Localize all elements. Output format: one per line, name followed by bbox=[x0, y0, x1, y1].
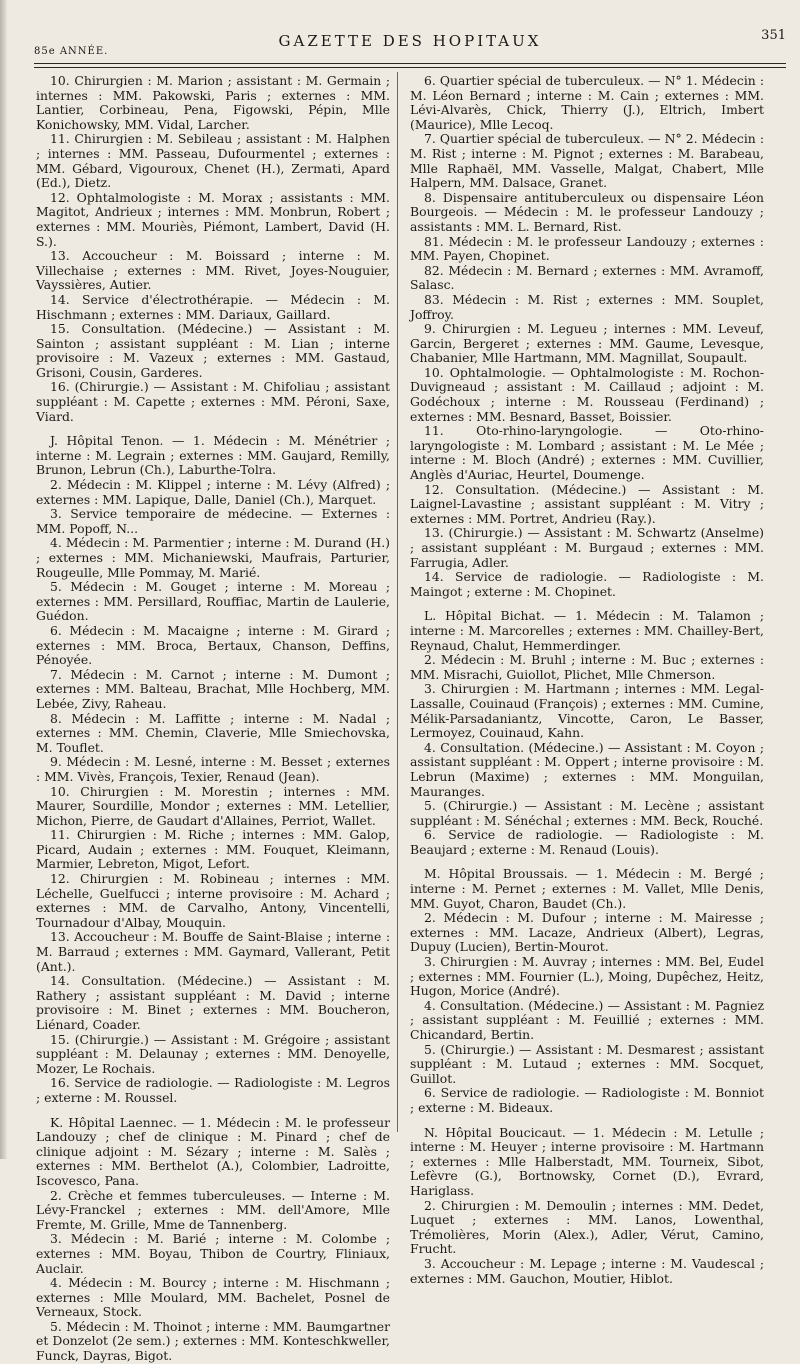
entry: 3. Accoucheur : M. Lepage ; interne : M. Vaudescal ; externes : MM. Gauchon, Moutier, Hiblot. bbox=[410, 1255, 764, 1286]
entry: 11. Oto-rhino-laryngologie. — Oto-rhino-laryngologiste : M. Lombard ; assistant : M. Le Mée ; interne : M. Bloch (André) ; externes : MM. Cuvillier, Anglès d'Auriac, Heurtel, Doumenge. bbox=[410, 423, 764, 483]
volume-label: 85e ANNÉE. bbox=[34, 46, 109, 57]
page-header bbox=[34, 22, 786, 64]
entry: 11. Chirurgien : M. Riche ; internes : MM. Galop, Picard, Audain ; externes : MM. Fouquet, Kleimann, Marmier, Lebreton, Migot, Lefort. bbox=[36, 827, 390, 872]
entry: 13. Accoucheur : M. Bouffe de Saint-Blaise ; interne : M. Barraud ; externes : MM. Gaymard, Vallerant, Petit (Ant.). bbox=[36, 929, 390, 974]
entry: 16. Service de radiologie. — Radiologiste : M. Legros ; externe : M. Roussel. bbox=[36, 1075, 390, 1105]
entry: 9. Médecin : M. Lesné, interne : M. Besset ; externes : MM. Vivès, François, Texier, Renaud (Jean). bbox=[36, 754, 390, 784]
entry: 83. Médecin : M. Rist ; externes : MM. Souplet, Joffroy. bbox=[410, 291, 764, 322]
section-heading-entry: K. Hôpital Laennec. — 1. Médecin : M. le professeur Landouzy ; chef de clinique : M. Pinard ; chef de clinique adjoint : M. Sézary ; interne : M. Salès ; externes : MM. Berthelot (A.), Colombier, Ladroitte, Iscovesco, Pana. bbox=[36, 1114, 390, 1188]
entry: 2. Médecin : M. Bruhl ; interne : M. Buc ; externes : MM. Misrachi, Guiollot, Plichet, Mlle Chmerson. bbox=[410, 652, 764, 682]
entry: 16. (Chirurgie.) — Assistant : M. Chifoliau ; assistant suppléant : M. Capette ; externes : MM. Péroni, Saxe, Viard. bbox=[36, 379, 390, 424]
entry: 2. Médecin : M. Dufour ; interne : M. Mairesse ; externes : MM. Lacaze, Andrieux (Albert), Legras, Dupuy (Lucien), Bertin-Mourot. bbox=[410, 910, 764, 955]
section-heading-entry: J. Hôpital Tenon. — 1. Médecin : M. Ménétrier ; interne : M. Legrain ; externes : MM. Gaujard, Remilly, Brunon, Lebrun (Ch.), Laburthe-Tolra. bbox=[36, 433, 390, 478]
entry: 6. Quartier spécial de tuberculeux. — N° 1. Médecin : M. Léon Bernard ; interne : M. Cain ; externes : MM. Lévi-Alvarès, Chick, Thierry (J.), Eltrich, Imbert (Maurice), Mlle Lecoq. bbox=[410, 73, 764, 132]
entry: 12. Consultation. (Médecine.) — Assistant : M. Laignel-Lavastine ; assistant suppléant : M. Vitry ; externes : MM. Portret, Andrieu (Ray.). bbox=[410, 481, 764, 526]
entry: 12. Ophtalmologiste : M. Morax ; assistants : MM. Magitot, Andrieux ; internes : MM. Monbrun, Robert ; externes : MM. Mouriès, Piémont, Lambert, David (H. S.). bbox=[36, 189, 390, 249]
entry: 2. Chirurgien : M. Demoulin ; internes : MM. Dedet, Luquet ; externes : MM. Lanos, Lowenthal, Trémolières, Morin (Alex.), Adler, Vérut, Camino, Frucht. bbox=[410, 1197, 764, 1257]
entry: 3. Chirurgien : M. Auvray ; internes : MM. Bel, Eudel ; externes : MM. Fournier (L.), Moing, Dupêchez, Heitz, Hugon, Morice (André). bbox=[410, 954, 764, 999]
entry: 8. Dispensaire antituberculeux ou dispensaire Léon Bourgeois. — Médecin : M. le professeur Landouzy ; assistants : MM. L. Bernard, Rist. bbox=[410, 189, 764, 234]
entry: 5. Médecin : M. Thoinot ; interne : MM. Baumgartner et Donzelot (2e sem.) ; externes : MM. Konteschkweller, Funck, Dayras, Bigot. bbox=[36, 1318, 390, 1364]
right-column bbox=[410, 74, 764, 1286]
entry: 4. Consultation. (Médecine.) — Assistant : M. Coyon ; assistant suppléant : M. Oppert ; interne provisoire : M. Lebrun (Maxime) ; externes : MM. Monguilan, Mauranges. bbox=[410, 739, 764, 799]
entry: 14. Service de radiologie. — Radiologiste : M. Maingot ; externe : M. Chopinet. bbox=[410, 569, 764, 599]
page-number: 351 bbox=[761, 28, 786, 43]
entry: 3. Chirurgien : M. Hartmann ; internes : MM. Legal-Lassalle, Couinaud (François) ; externes : MM. Cumine, Mélik-Parsadaniantz, Vincotte, Caron, Le Basser, Lermoyez, Couinaud, Kahn. bbox=[410, 681, 764, 741]
entry: 7. Médecin : M. Carnot ; interne : M. Dumont ; externes : MM. Balteau, Brachat, Mlle Hochberg, MM. Lebée, Zivy, Raheau. bbox=[36, 666, 390, 711]
entry: 10. Ophtalmologie. — Ophtalmologiste : M. Rochon-Duvigneaud ; assistant : M. Caillaud ; adjoint : M. Godéchoux ; interne : M. Rousseau (Ferdinand) ; externes : MM. Besnard, Basset, Boissier. bbox=[410, 364, 764, 424]
entry: 6. Service de radiologie. — Radiologiste : M. Beaujard ; externe : M. Renaud (Louis). bbox=[410, 827, 764, 857]
entry: 3. Service temporaire de médecine. — Externes : MM. Popoff, N... bbox=[36, 506, 390, 536]
entry: 9. Chirurgien : M. Legueu ; internes : MM. Leveuf, Garcin, Bergeret ; externes : MM. Gaume, Levesque, Chabanier, Mlle Hartmann, MM. Magnillat, Soupault. bbox=[410, 321, 764, 366]
entry: 14. Consultation. (Médecine.) — Assistant : M. Rathery ; assistant suppléant : M. David ; interne provisoire : M. Binet ; externes : MM. Boucheron, Liénard, Coader. bbox=[36, 973, 390, 1032]
entry: 12. Chirurgien : M. Robineau ; internes : MM. Léchelle, Guelfucci ; interne provisoire : M. Achard ; externes : MM. de Carvalho, Antony, Vincentelli, Tournadour d'Albay, Mouquin. bbox=[36, 871, 390, 930]
entry: 13. Accoucheur : M. Boissard ; interne : M. Villechaise ; externes : MM. Rivet, Joyes-Nouguier, Vayssières, Autier. bbox=[36, 248, 390, 293]
entry: 10. Chirurgien : M. Marion ; assistant : M. Germain ; internes : MM. Pakowski, Paris ; externes : MM. Lantier, Corbineau, Pena, Figowski, Pépin, Mlle Konichowsky, MM. Vidal, Larcher. bbox=[36, 73, 390, 132]
left-column bbox=[36, 74, 390, 1364]
journal-title: GAZETTE DES HOPITAUX bbox=[278, 32, 542, 50]
page-binding-edge bbox=[0, 0, 7, 1159]
entry: 15. Consultation. (Médecine.) — Assistant : M. Sainton ; assistant suppléant : M. Lian ; interne provisoire : M. Vazeux ; externes : MM. Gastaud, Grisoni, Cousin, Garderes. bbox=[36, 321, 390, 380]
entry: 2. Médecin : M. Klippel ; interne : M. Lévy (Alfred) ; externes : MM. Lapique, Dalle, Daniel (Ch.), Marquet. bbox=[36, 477, 390, 507]
entry: 81. Médecin : M. le professeur Landouzy ; externes : MM. Payen, Chopinet. bbox=[410, 233, 764, 264]
column-divider bbox=[397, 72, 398, 1132]
entry: 10. Chirurgien : M. Morestin ; internes : MM. Maurer, Sourdille, Mondor ; externes : MM. Letellier, Michon, Pierre, de Gaudart d'Allaines, Perriot, Wallet. bbox=[36, 783, 390, 828]
entry: 15. (Chirurgie.) — Assistant : M. Grégoire ; assistant suppléant : M. Delaunay ; externes : MM. Denoyelle, Mozer, Le Rochais. bbox=[36, 1031, 390, 1076]
entry: 14. Service d'électrothérapie. — Médecin : M. Hischmann ; externes : MM. Dariaux, Gaillard. bbox=[36, 291, 390, 322]
entry: 11. Chirurgien : M. Sebileau ; assistant : M. Halphen ; internes : MM. Passeau, Dufourmentel ; externes : MM. Gébard, Vigouroux, Chenet (H.), Zermati, Apard (Ed.), Dietz. bbox=[36, 131, 390, 191]
section-heading-entry: N. Hôpital Boucicaut. — 1. Médecin : M. Letulle ; interne : M. Heuyer ; interne provisoire : M. Hartmann ; externes : Mlle Halberstadt, MM. Tourneix, Sibot, Lefèvre (G.), Bortnowsky, Cornet (D.), Evrard, Hariglass. bbox=[410, 1124, 764, 1198]
entry: 4. Médecin : M. Parmentier ; interne : M. Durand (H.) ; externes : MM. Michaniewski, Maufrais, Parturier, Rougeulle, Mlle Pommay, M. Marié. bbox=[36, 535, 390, 580]
entry: 4. Médecin : M. Bourcy ; interne : M. Hischmann ; externes : Mlle Moulard, MM. Bachelet, Posnel de Verneaux, Stock. bbox=[36, 1275, 390, 1320]
entry: 82. Médecin : M. Bernard ; externes : MM. Avramoff, Salasc. bbox=[410, 262, 764, 293]
entry: 5. (Chirurgie.) — Assistant : M. Lecène ; assistant suppléant : M. Sénéchal ; externes : MM. Beck, Rouché. bbox=[410, 798, 764, 828]
entry: 4. Consultation. (Médecine.) — Assistant : M. Pagniez ; assistant suppléant : M. Feuillié ; externes : MM. Chicandard, Bertin. bbox=[410, 997, 764, 1042]
entry: 6. Médecin : M. Macaigne ; interne : M. Girard ; externes : MM. Broca, Bertaux, Chanson, Deffins, Pénoyée. bbox=[36, 622, 390, 668]
entry: 6. Service de radiologie. — Radiologiste : M. Bonniot ; externe : M. Bideaux. bbox=[410, 1085, 764, 1115]
entry: 7. Quartier spécial de tuberculeux. — N° 2. Médecin : M. Rist ; interne : M. Pignot ; externes : M. Barabeau, Mlle Raphaël, MM. Vasselle, Malgat, Chabert, Mlle Halpern, MM. Dalsace, Granet. bbox=[410, 131, 764, 191]
entry: 5. Médecin : M. Gouget ; interne : M. Moreau ; externes : MM. Persillard, Rouffiac, Martin de Laulerie, Guédon. bbox=[36, 579, 390, 624]
entry: 5. (Chirurgie.) — Assistant : M. Desmarest ; assistant suppléant : M. Lutaud ; externes : MM. Socquet, Guillot. bbox=[410, 1041, 764, 1086]
header-rule bbox=[34, 63, 786, 64]
section-heading-entry: M. Hôpital Broussais. — 1. Médecin : M. Bergé ; interne : M. Pernet ; externes : M. Vallet, Mlle Denis, MM. Guyot, Charon, Baudet (Ch.). bbox=[410, 866, 764, 911]
header-rule-thin bbox=[34, 67, 786, 68]
entry: 2. Crèche et femmes tuberculeuses. — Interne : M. Lévy-Franckel ; externes : MM. dell'Amore, Mlle Fremte, M. Grille, Mme de Tannenberg. bbox=[36, 1187, 390, 1232]
entry: 13. (Chirurgie.) — Assistant : M. Schwartz (Anselme) ; assistant suppléant : M. Burgaud ; externes : MM. Farrugia, Adler. bbox=[410, 525, 764, 570]
entry: 3. Médecin : M. Barié ; interne : M. Colombe ; externes : MM. Boyau, Thibon de Courtry, Fliniaux, Auclair. bbox=[36, 1231, 390, 1276]
entry: 8. Médecin : M. Laffitte ; interne : M. Nadal ; externes : MM. Chemin, Claverie, Mlle Smiechovska, M. Touflet. bbox=[36, 710, 390, 755]
section-heading-entry: L. Hôpital Bichat. — 1. Médecin : M. Talamon ; interne : M. Marcorelles ; externes : MM. Chailley-Bert, Reynaud, Chalut, Hemmerdinger. bbox=[410, 608, 764, 653]
